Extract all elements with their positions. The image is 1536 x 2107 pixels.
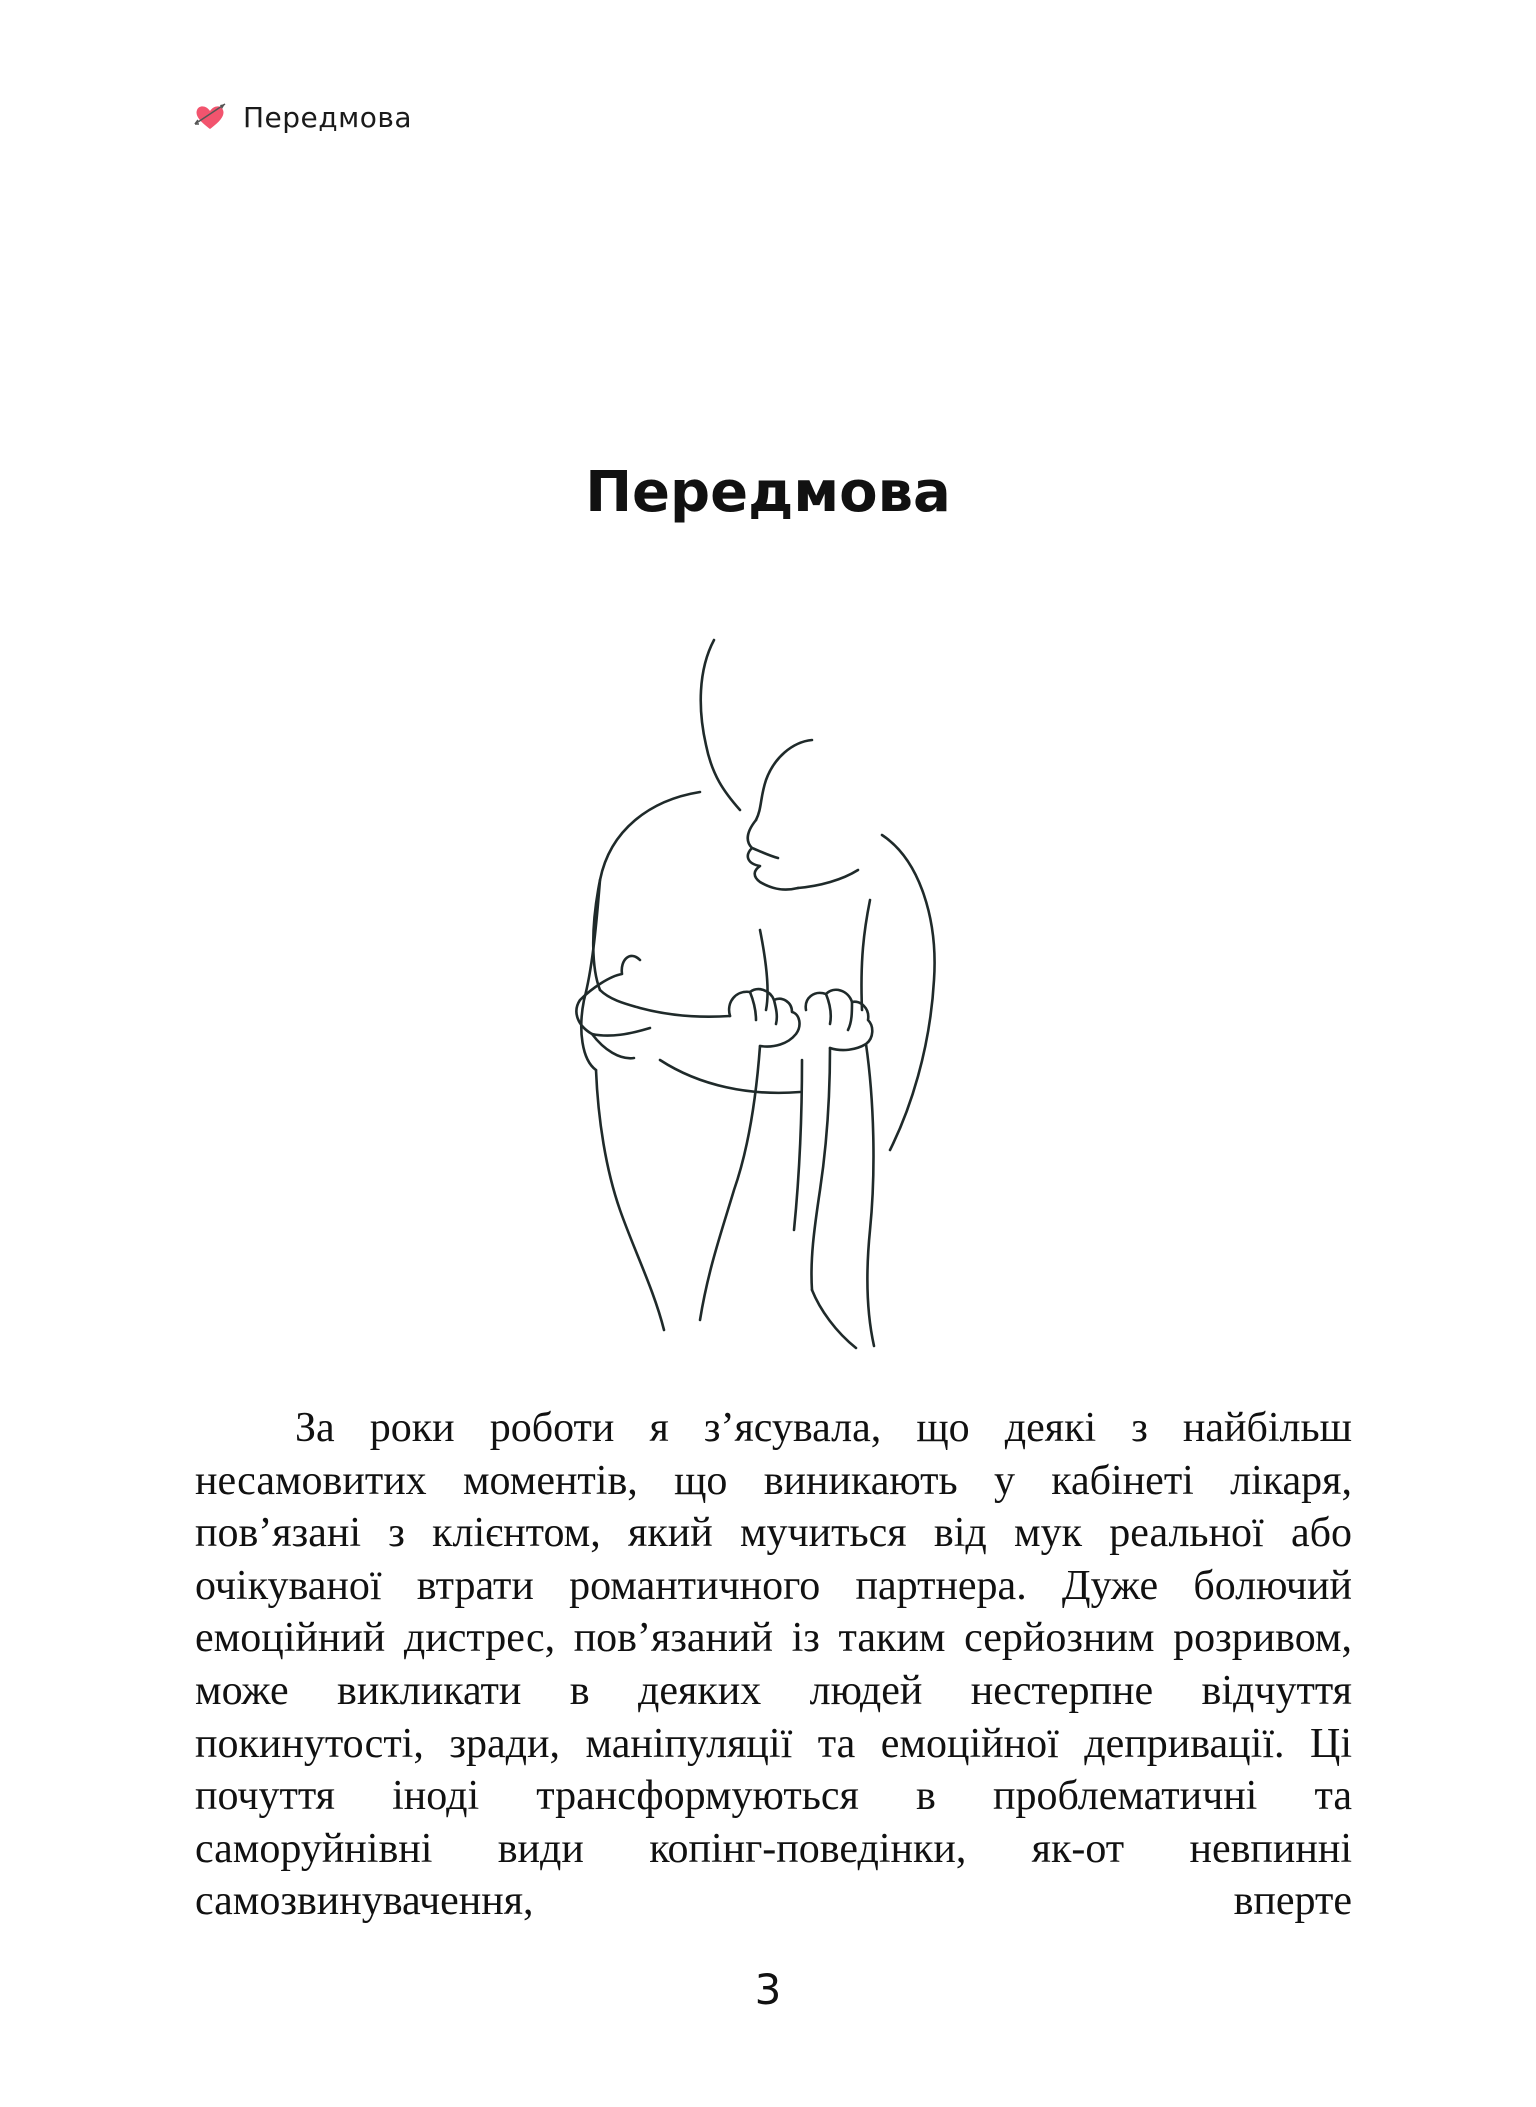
running-header bbox=[193, 100, 412, 134]
running-header-title: Передмова bbox=[243, 100, 413, 134]
heart-with-arrow-icon bbox=[193, 100, 227, 134]
chapter-title: Передмова bbox=[585, 460, 951, 525]
embracing-couple-illustration bbox=[530, 630, 1010, 1370]
body-paragraph: За роки роботи я з’ясувала, що деякі з найбільш несамовитих моментів, що виникають у кабінеті лікаря, пов’язані з клієнтом, який мучиться від мук реальної або очікуваної втрати романтичного партнера. Дуже болючий емоційний дистрес, пов’язаний із таким серйозним розривом, може викликати в деяких людей нестерпне відчуття покинутості, зради, маніпуляції та емоційної депривації. Ці почуття іноді трансформуються в проблематичні та саморуйнівні види копінг-поведінки, як-от невпинні самозвинувачення, вперте bbox=[195, 1405, 1352, 1925]
page-number: 3 bbox=[754, 1965, 782, 2014]
